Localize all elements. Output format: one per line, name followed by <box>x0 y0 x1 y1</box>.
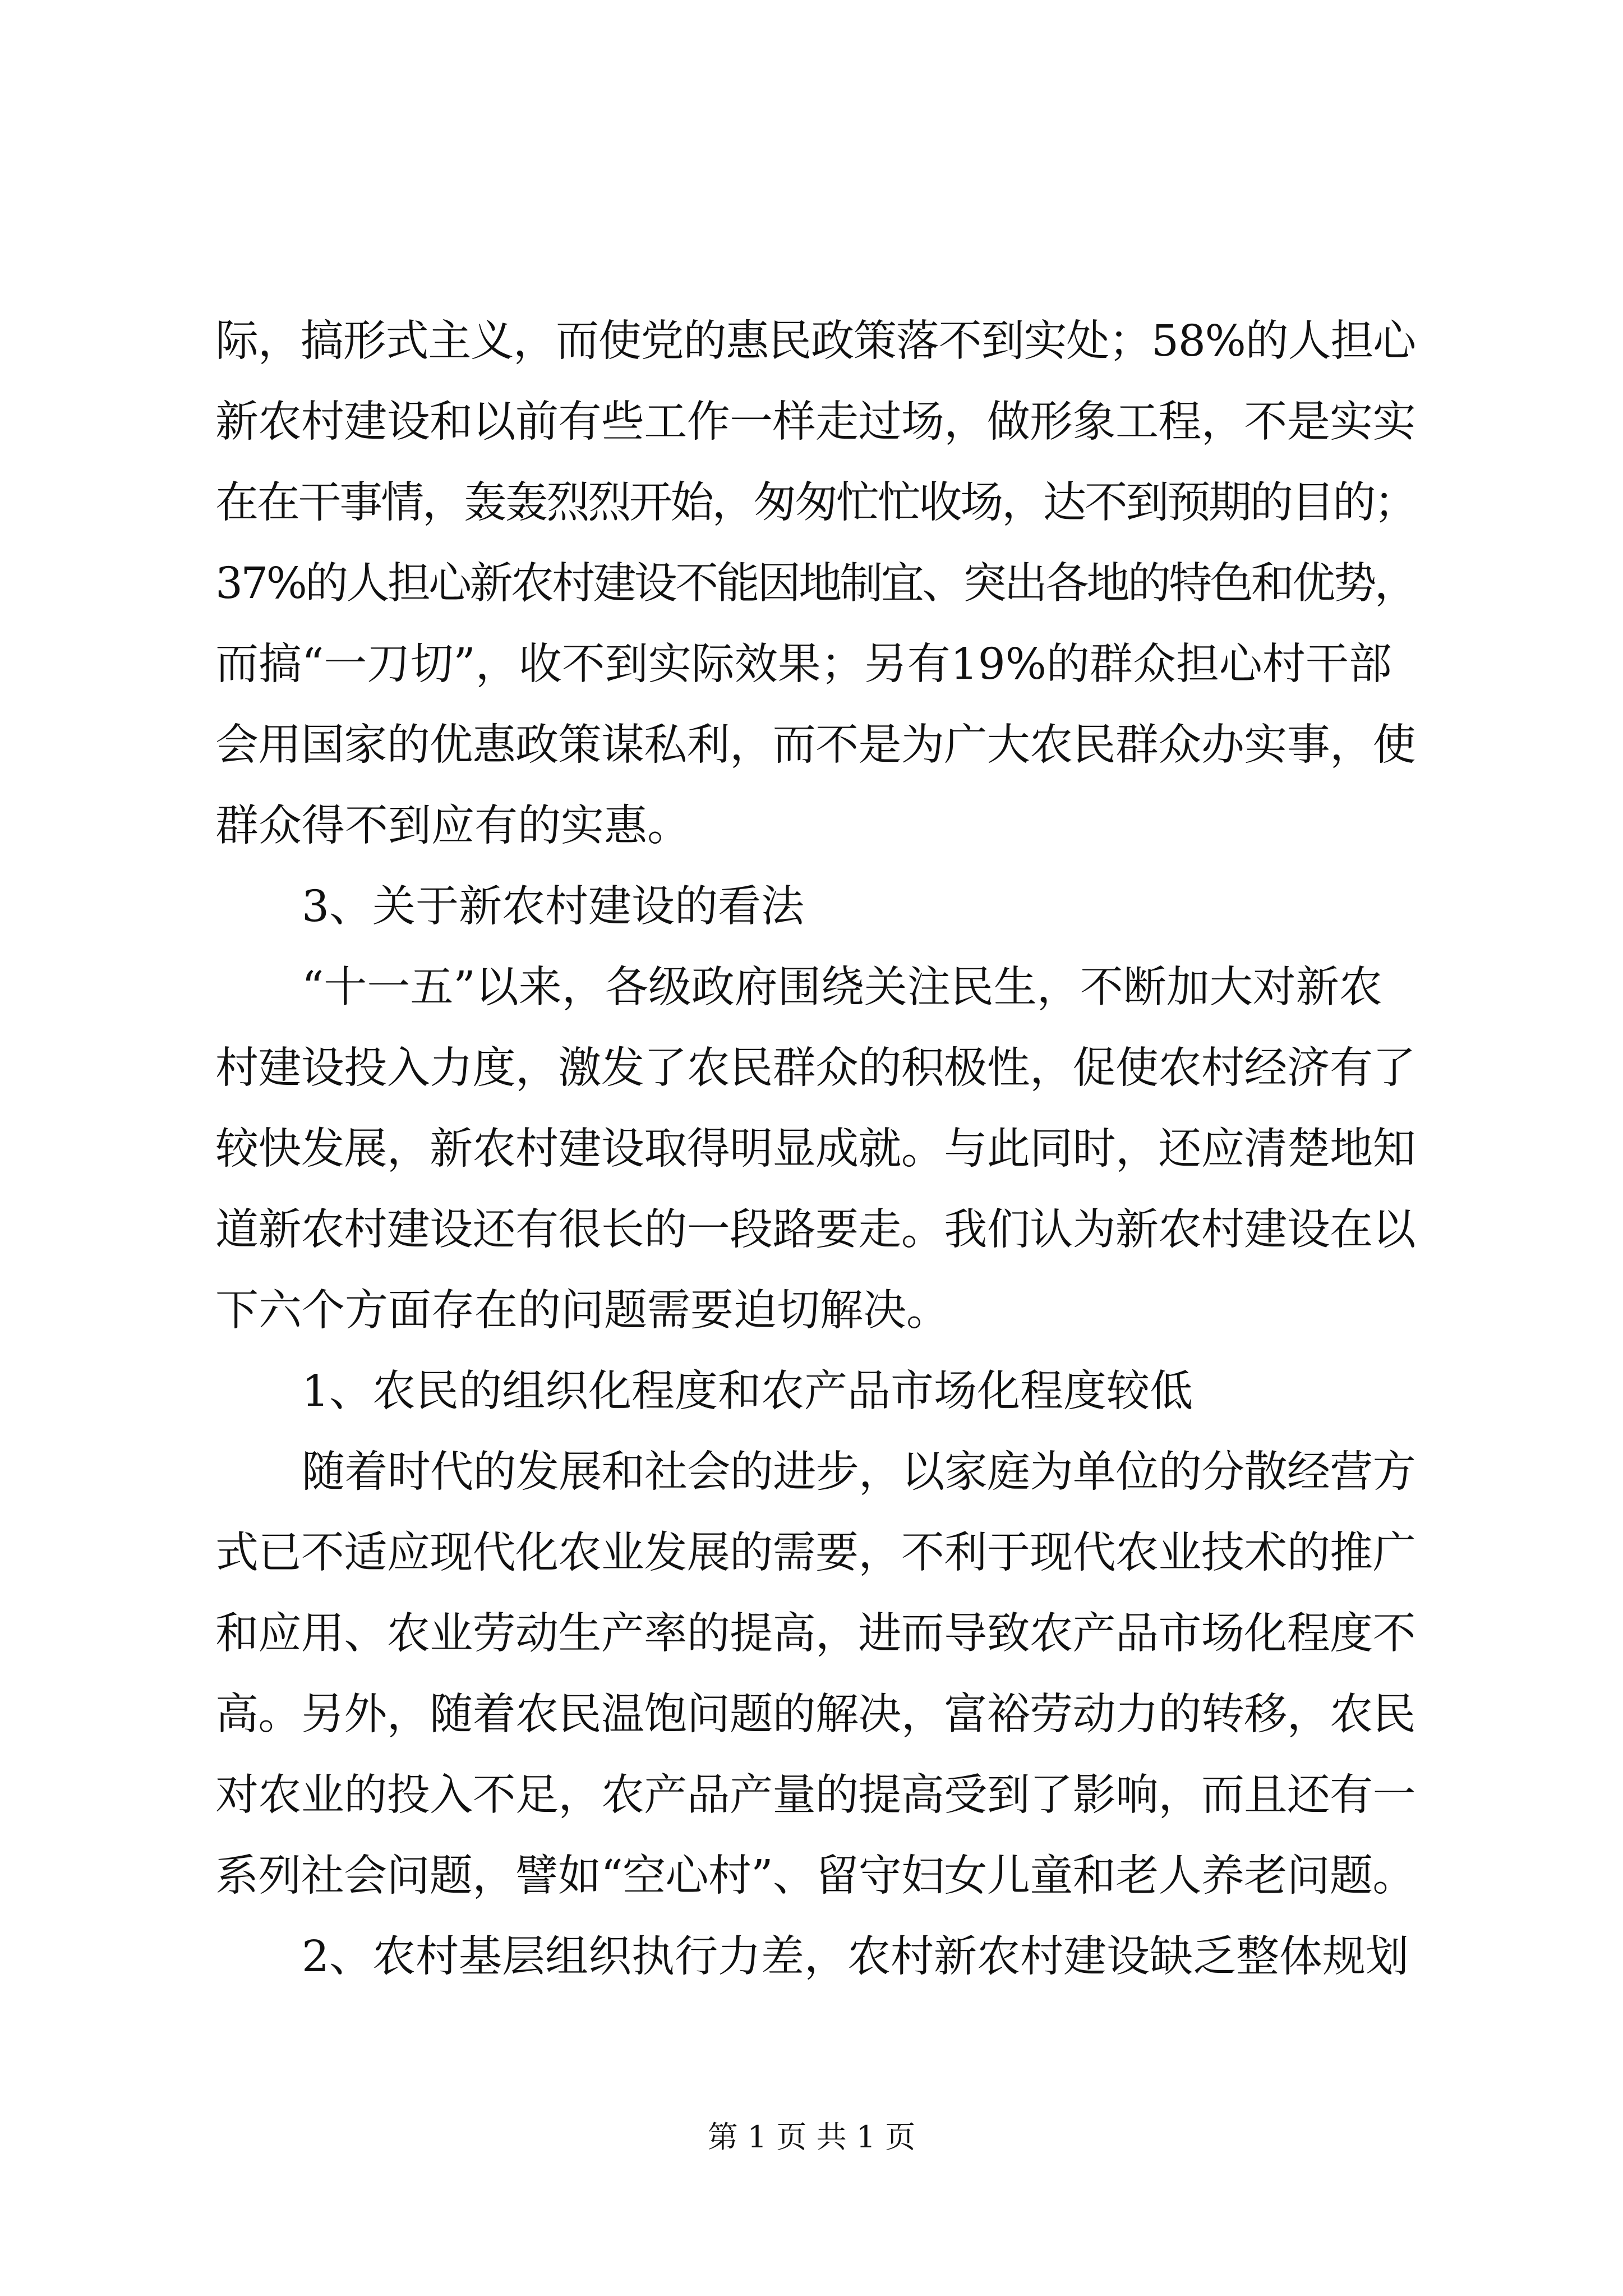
text-line: 较快发展，新农村建设取得明显成就。与此同时，还应清楚地知 <box>215 1124 1415 1174</box>
text-line: 和应用、农业劳动生产率的提高，进而导致农产品市场化程度不 <box>215 1609 1415 1659</box>
text-line: 村建设投入力度，激发了农民群众的积极性，促使农村经济有了 <box>215 1043 1415 1093</box>
text-line: 在在干事情，轰轰烈烈开始，匆匆忙忙收场，达不到预期的目的； <box>215 478 1415 528</box>
text-line: 37%的人担心新农村建设不能因地制宜、突出各地的特色和优势， <box>215 559 1416 609</box>
text-line: 群众得不到应有的实惠。 <box>215 801 690 851</box>
text-line: 2、农村基层组织执行力差，农村新农村建设缺乏整体规划 <box>302 1932 1409 1982</box>
text-line: 系列社会问题，譬如“空心村”、留守妇女儿童和老人养老问题。 <box>215 1851 1415 1901</box>
text-line: “十一五”以来，各级政府围绕关注民生，不断加大对新农 <box>302 963 1382 1013</box>
page-footer: 第 1 页 共 1 页 <box>707 2119 916 2155</box>
text-line: 会用国家的优惠政策谋私利，而不是为广大农民群众办实事，使 <box>215 720 1415 770</box>
text-line: 高。另外，随着农民温饱问题的解决，富裕劳动力的转移，农民 <box>215 1690 1415 1740</box>
text-line: 际，搞形式主义，而使党的惠民政策落不到实处；58%的人担心 <box>215 316 1416 366</box>
text-line: 对农业的投入不足，农产品产量的提高受到了影响，而且还有一 <box>215 1770 1415 1820</box>
text-line: 道新农村建设还有很长的一段路要走。我们认为新农村建设在以 <box>215 1205 1415 1255</box>
document-body <box>215 301 1415 1998</box>
text-line: 式已不适应现代化农业发展的需要，不利于现代农业技术的推广 <box>215 1528 1415 1578</box>
text-line: 3、关于新农村建设的看法 <box>302 882 804 932</box>
text-line: 1、农民的组织化程度和农产品市场化程度较低 <box>302 1366 1193 1416</box>
text-line: 下六个方面存在的问题需要迫切解决。 <box>215 1286 949 1336</box>
text-line: 而搞“一刀切”，收不到实际效果；另有19%的群众担心村干部 <box>215 639 1392 689</box>
text-line: 随着时代的发展和社会的进步，以家庭为单位的分散经营方 <box>302 1447 1415 1497</box>
text-line: 新农村建设和以前有些工作一样走过场，做形象工程，不是实实 <box>215 397 1415 447</box>
